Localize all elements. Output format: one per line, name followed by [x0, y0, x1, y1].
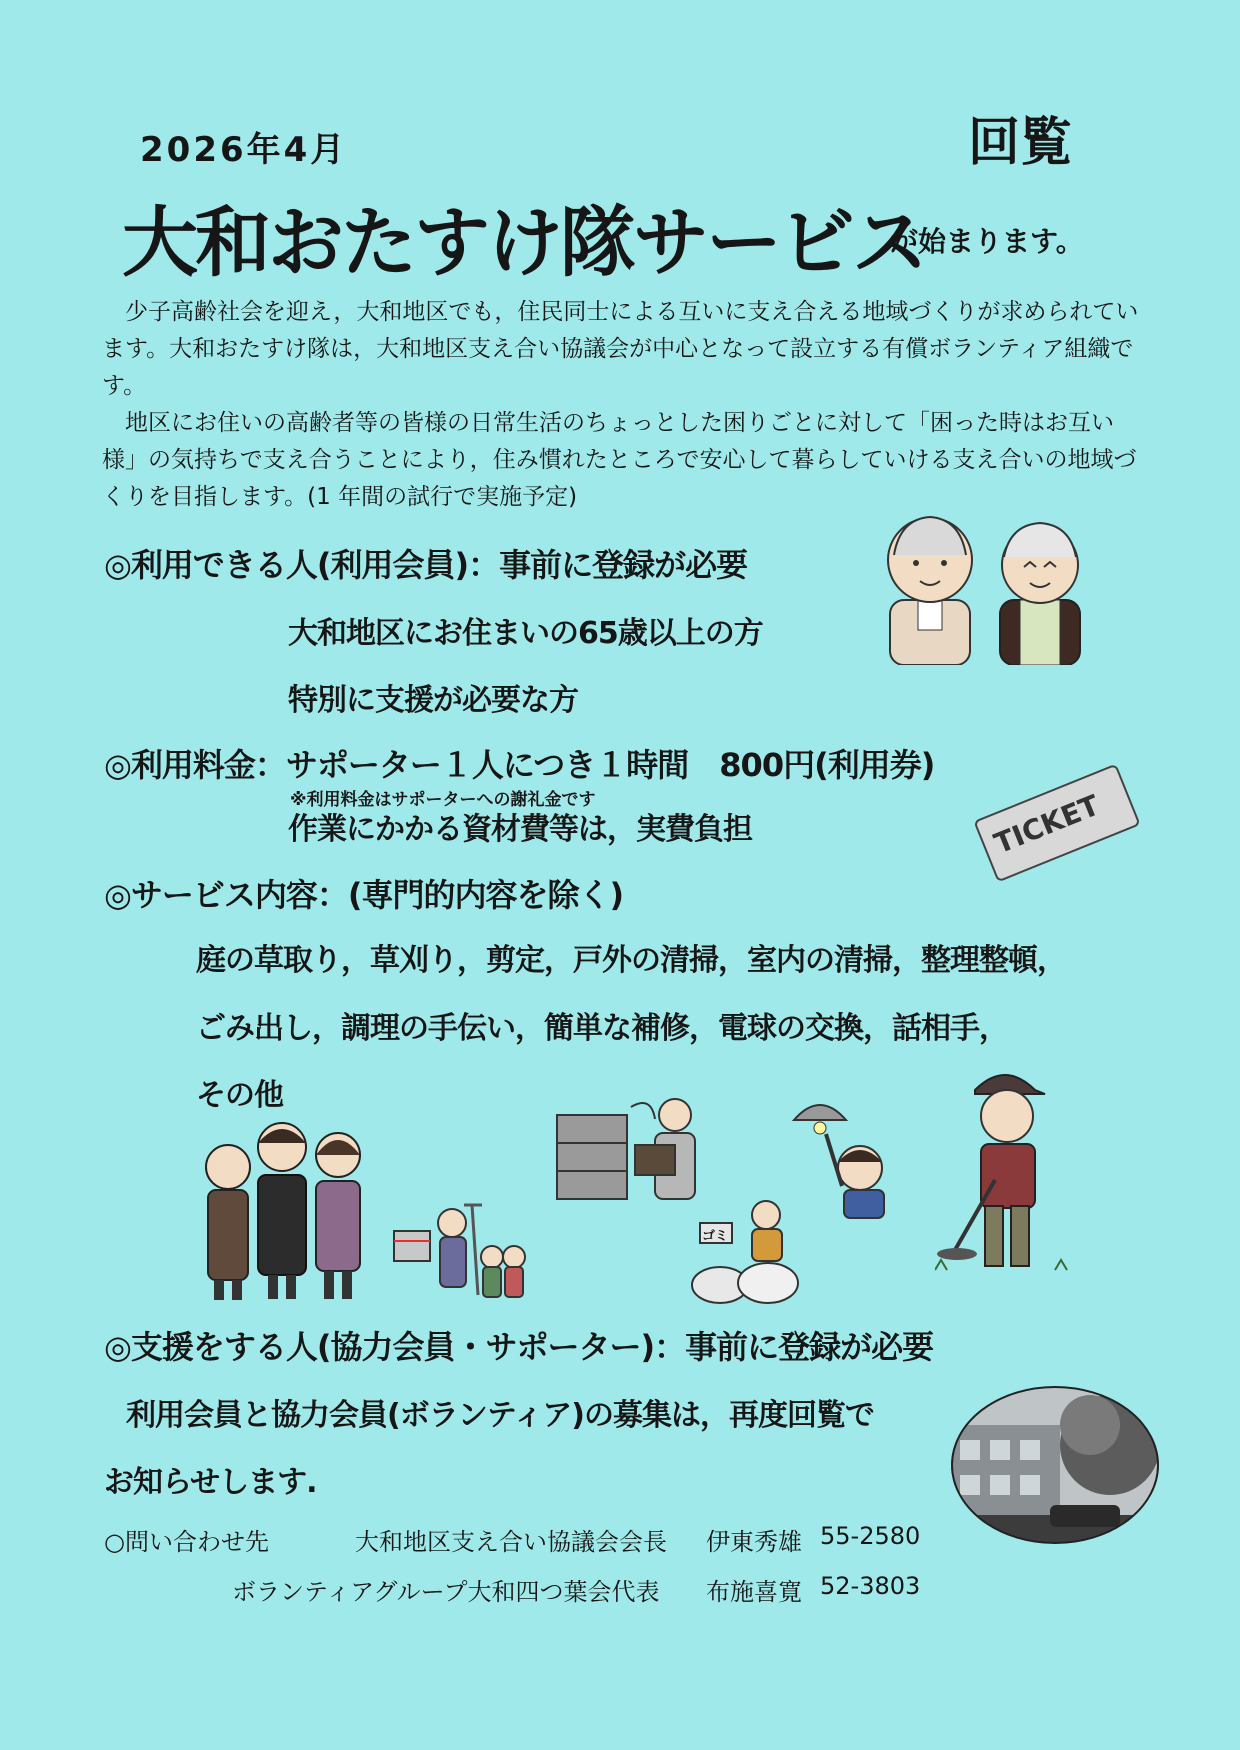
- fee-heading: ◎利用料金：サポーター１人につき１時間 800円(利用券): [104, 746, 935, 784]
- moving-furniture-illustration: [555, 1095, 705, 1205]
- circulation-label: 回覧: [968, 113, 1073, 173]
- eligible-line-2: 特別に支援が必要な方: [288, 683, 578, 718]
- cleaning-children-illustration: [390, 1195, 530, 1305]
- contact-person2-phone: 52-3803: [820, 1572, 921, 1600]
- intro-paragraph-2: 地区にお住いの高齢者等の皆様の日常生活のちょっとした困りごとに対して「困った時はお互い様」の気持ちで支え合うことにより，住み慣れたところで安心して暮らしていける支え合いの地域づくりを目指します。(1 年間の試行で実施予定): [102, 410, 1137, 510]
- supporters-line-1: 利用会員と協力会員(ボランティア)の募集は，再度回覧で: [126, 1398, 875, 1433]
- ticket-label: TICKET: [989, 788, 1104, 861]
- services-line-3: その他: [196, 1078, 283, 1113]
- eligible-heading: ◎利用できる人(利用会員)：事前に登録が必要: [104, 546, 748, 584]
- ticket-icon: [973, 764, 1141, 883]
- contact-person2-name: 布施喜寛: [706, 1578, 802, 1606]
- garbage-label: ゴミ: [702, 1229, 729, 1244]
- fee-note: ※利用料金はサポーターへの謝礼金です: [290, 790, 596, 810]
- page-title: 大和おたすけ隊サービス: [122, 198, 925, 287]
- services-line-1: 庭の草取り，草刈り，剪定，戸外の清掃，室内の清掃，整理整頓，: [196, 943, 1066, 978]
- services-heading: ◎サービス内容：(専門的内容を除く): [104, 876, 624, 914]
- intro-text: [102, 294, 1142, 516]
- services-line-2: ごみ出し，調理の手伝い，簡単な補修，電球の交換，話相手，: [196, 1011, 1008, 1046]
- eligible-line-1: 大和地区にお住まいの65歳以上の方: [288, 616, 763, 651]
- supporters-heading: ◎支援をする人(協力会員・サポーター)：事前に登録が必要: [104, 1328, 934, 1366]
- lightbulb-exchange-illustration: [790, 1090, 900, 1220]
- contact-label: ○問い合わせ先: [104, 1528, 269, 1556]
- contact-person1-org: 大和地区支え合い協議会会長: [355, 1528, 667, 1556]
- contact-person2-org: ボランティアグループ大和四つ葉会代表: [232, 1578, 660, 1606]
- supporters-line-2: お知らせします.: [104, 1465, 317, 1500]
- contact-person1-name: 伊東秀雄: [706, 1528, 802, 1556]
- contact-person1-phone: 55-2580: [820, 1522, 921, 1550]
- grass-trimming-illustration: [935, 1060, 1085, 1280]
- building-photo: [950, 1385, 1160, 1545]
- fee-materials-line: 作業にかかる資材費等は，実費負担: [288, 812, 752, 847]
- issue-date: 2026年4月: [140, 130, 348, 170]
- elderly-couple-illustration: [880, 505, 1090, 665]
- family-illustration: [200, 1115, 370, 1305]
- intro-paragraph-1: 少子高齢社会を迎え，大和地区でも，住民同士による互いに支え合える地域づくりが求められています。大和おたすけ隊は，大和地区支え合い協議会が中心となって設立する有償ボランティア組織です。: [102, 299, 1139, 399]
- page-title-suffix: が始まります。: [890, 225, 1084, 258]
